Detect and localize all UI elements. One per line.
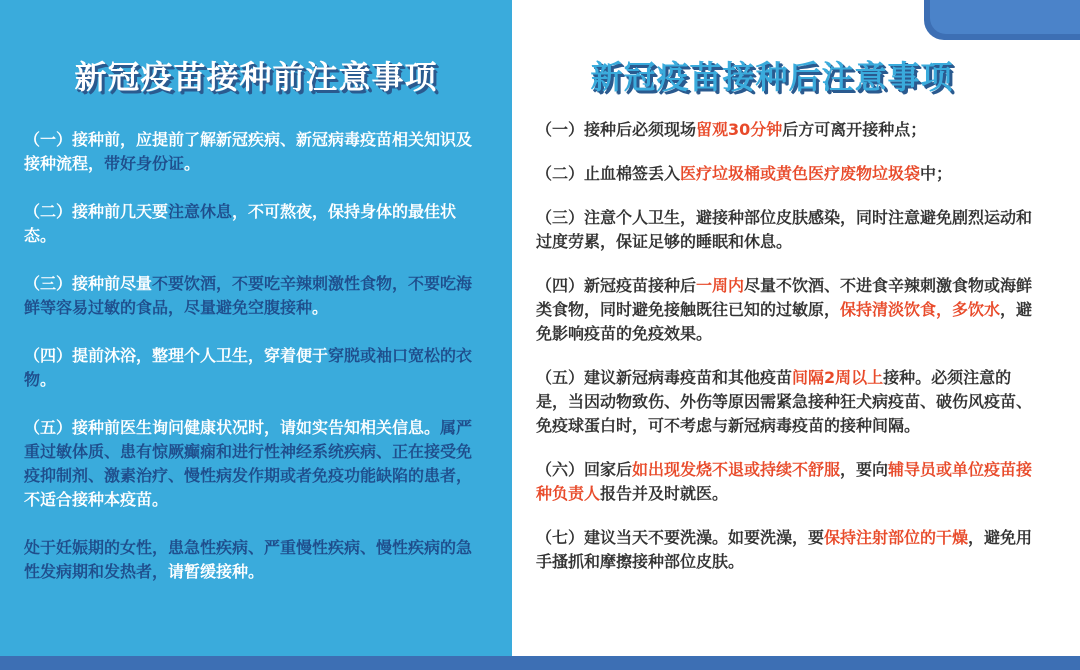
body-text: 。: [40, 370, 57, 389]
body-text: （二）止血棉签丢入: [536, 164, 681, 183]
body-text: （三）接种前尽量: [24, 274, 153, 293]
body-text: （四）提前沐浴，整理个人卫生，穿着便于: [24, 346, 329, 365]
post-item-5: [536, 366, 1042, 438]
highlight-text: 属严重过敏体质、患有惊厥癫痫和进行性神经系统疾病、正在接受免疫抑制剂、激素治疗、慢性病发作期或者免疫功能缺陷的患者，: [24, 418, 473, 485]
bottom-bar: [0, 656, 1080, 670]
body-text: （六）回家后: [536, 460, 633, 479]
body-text: ，避免影响疫苗的免疫效果。: [536, 300, 1033, 343]
body-text: （二）接种前几天要: [24, 202, 169, 221]
highlight-text: 辅导员或单位疫苗接种负责人: [536, 460, 1033, 503]
highlight-text: 一周内: [696, 276, 745, 295]
body-text: 后方可离开接种点；: [782, 120, 927, 139]
corner-decoration: [924, 0, 1080, 40]
body-text: 。: [312, 298, 329, 317]
highlight-text: 间隔2周以上: [792, 368, 884, 387]
body-text: 报告并及时就医。: [600, 484, 729, 503]
body-text: ，不可熬夜，保持身体的最佳状态。: [24, 202, 457, 245]
body-text: ，要向: [840, 460, 889, 479]
body-text: （一）接种后必须现场: [536, 120, 697, 139]
pre-vaccination-list: [24, 128, 484, 608]
post-item-4: [536, 274, 1042, 346]
post-item-1: [536, 118, 1042, 142]
pre-item-3: [24, 272, 484, 320]
highlight-text: 医疗垃圾桶或黄色医疗废物垃圾袋: [680, 164, 921, 183]
highlight-text: 穿脱或袖口宽松的衣物: [24, 346, 473, 389]
post-item-6: [536, 458, 1042, 506]
body-text: 。: [184, 154, 201, 173]
highlight-text: 如出现发烧不退或持续不舒服: [632, 460, 841, 479]
pre-item-5: [24, 416, 484, 512]
body-text: （七）建议当天不要洗澡。如要洗澡，要: [536, 528, 825, 547]
highlight-text: 处于妊娠期的女性，患急性疾病、严重慢性疾病、慢性疾病的急性发病期和发热者，: [24, 538, 473, 581]
body-text: ，避免用手搔抓和摩擦接种部位皮肤。: [536, 528, 1033, 571]
post-vaccination-list: [536, 118, 1042, 594]
post-item-2: [536, 162, 1042, 186]
body-text: 接种。必须注意的是，当因动物致伤、外伤等原因需紧急接种狂犬病疫苗、破伤风疫苗、免疫球蛋白时，可不考虑与新冠病毒疫苗的接种间隔。: [536, 368, 1033, 435]
pre-item-2: [24, 200, 484, 248]
post-vaccination-title: 新冠疫苗接种后注意事项: [590, 58, 954, 96]
body-text: 请暂缓接种。: [168, 562, 265, 581]
pre-item-6: [24, 536, 484, 584]
highlight-text: 注意休息: [168, 202, 233, 221]
highlight-text: 不要饮酒，不要吃辛辣刺激性食物，不要吃海鲜等容易过敏的食品，尽量避免空腹接种: [24, 274, 473, 317]
post-item-3: [536, 206, 1042, 254]
body-text: （一）接种前，应提前了解新冠疾病、新冠病毒疫苗相关知识及接种流程，: [24, 130, 473, 173]
body-text: 不适合接种本疫苗。: [24, 490, 169, 509]
highlight-text: 保持清淡饮食，多饮水: [840, 300, 1001, 319]
body-text: 尽量不饮酒、不进食辛辣刺激食物或海鲜类食物，同时避免接触既往已知的过敏原，: [536, 276, 1033, 319]
pre-item-1: [24, 128, 484, 176]
highlight-text: 保持注射部位的干燥: [824, 528, 969, 547]
body-text: （五）建议新冠病毒疫苗和其他疫苗: [536, 368, 793, 387]
body-text: （三）注意个人卫生，避接种部位皮肤感染，同时注意避免剧烈运动和过度劳累，保证足够的睡眠和休息。: [536, 208, 1033, 251]
pre-vaccination-title: 新冠疫苗接种前注意事项: [74, 58, 438, 96]
body-text: 中；: [920, 164, 953, 183]
body-text: （五）接种前医生询问健康状况时，请如实告知相关信息。: [24, 418, 441, 437]
pre-item-4: [24, 344, 484, 392]
body-text: （四）新冠疫苗接种后: [536, 276, 697, 295]
highlight-text: 带好身份证: [104, 154, 185, 173]
post-item-7: [536, 526, 1042, 574]
highlight-text: 留观30分钟: [696, 120, 783, 139]
